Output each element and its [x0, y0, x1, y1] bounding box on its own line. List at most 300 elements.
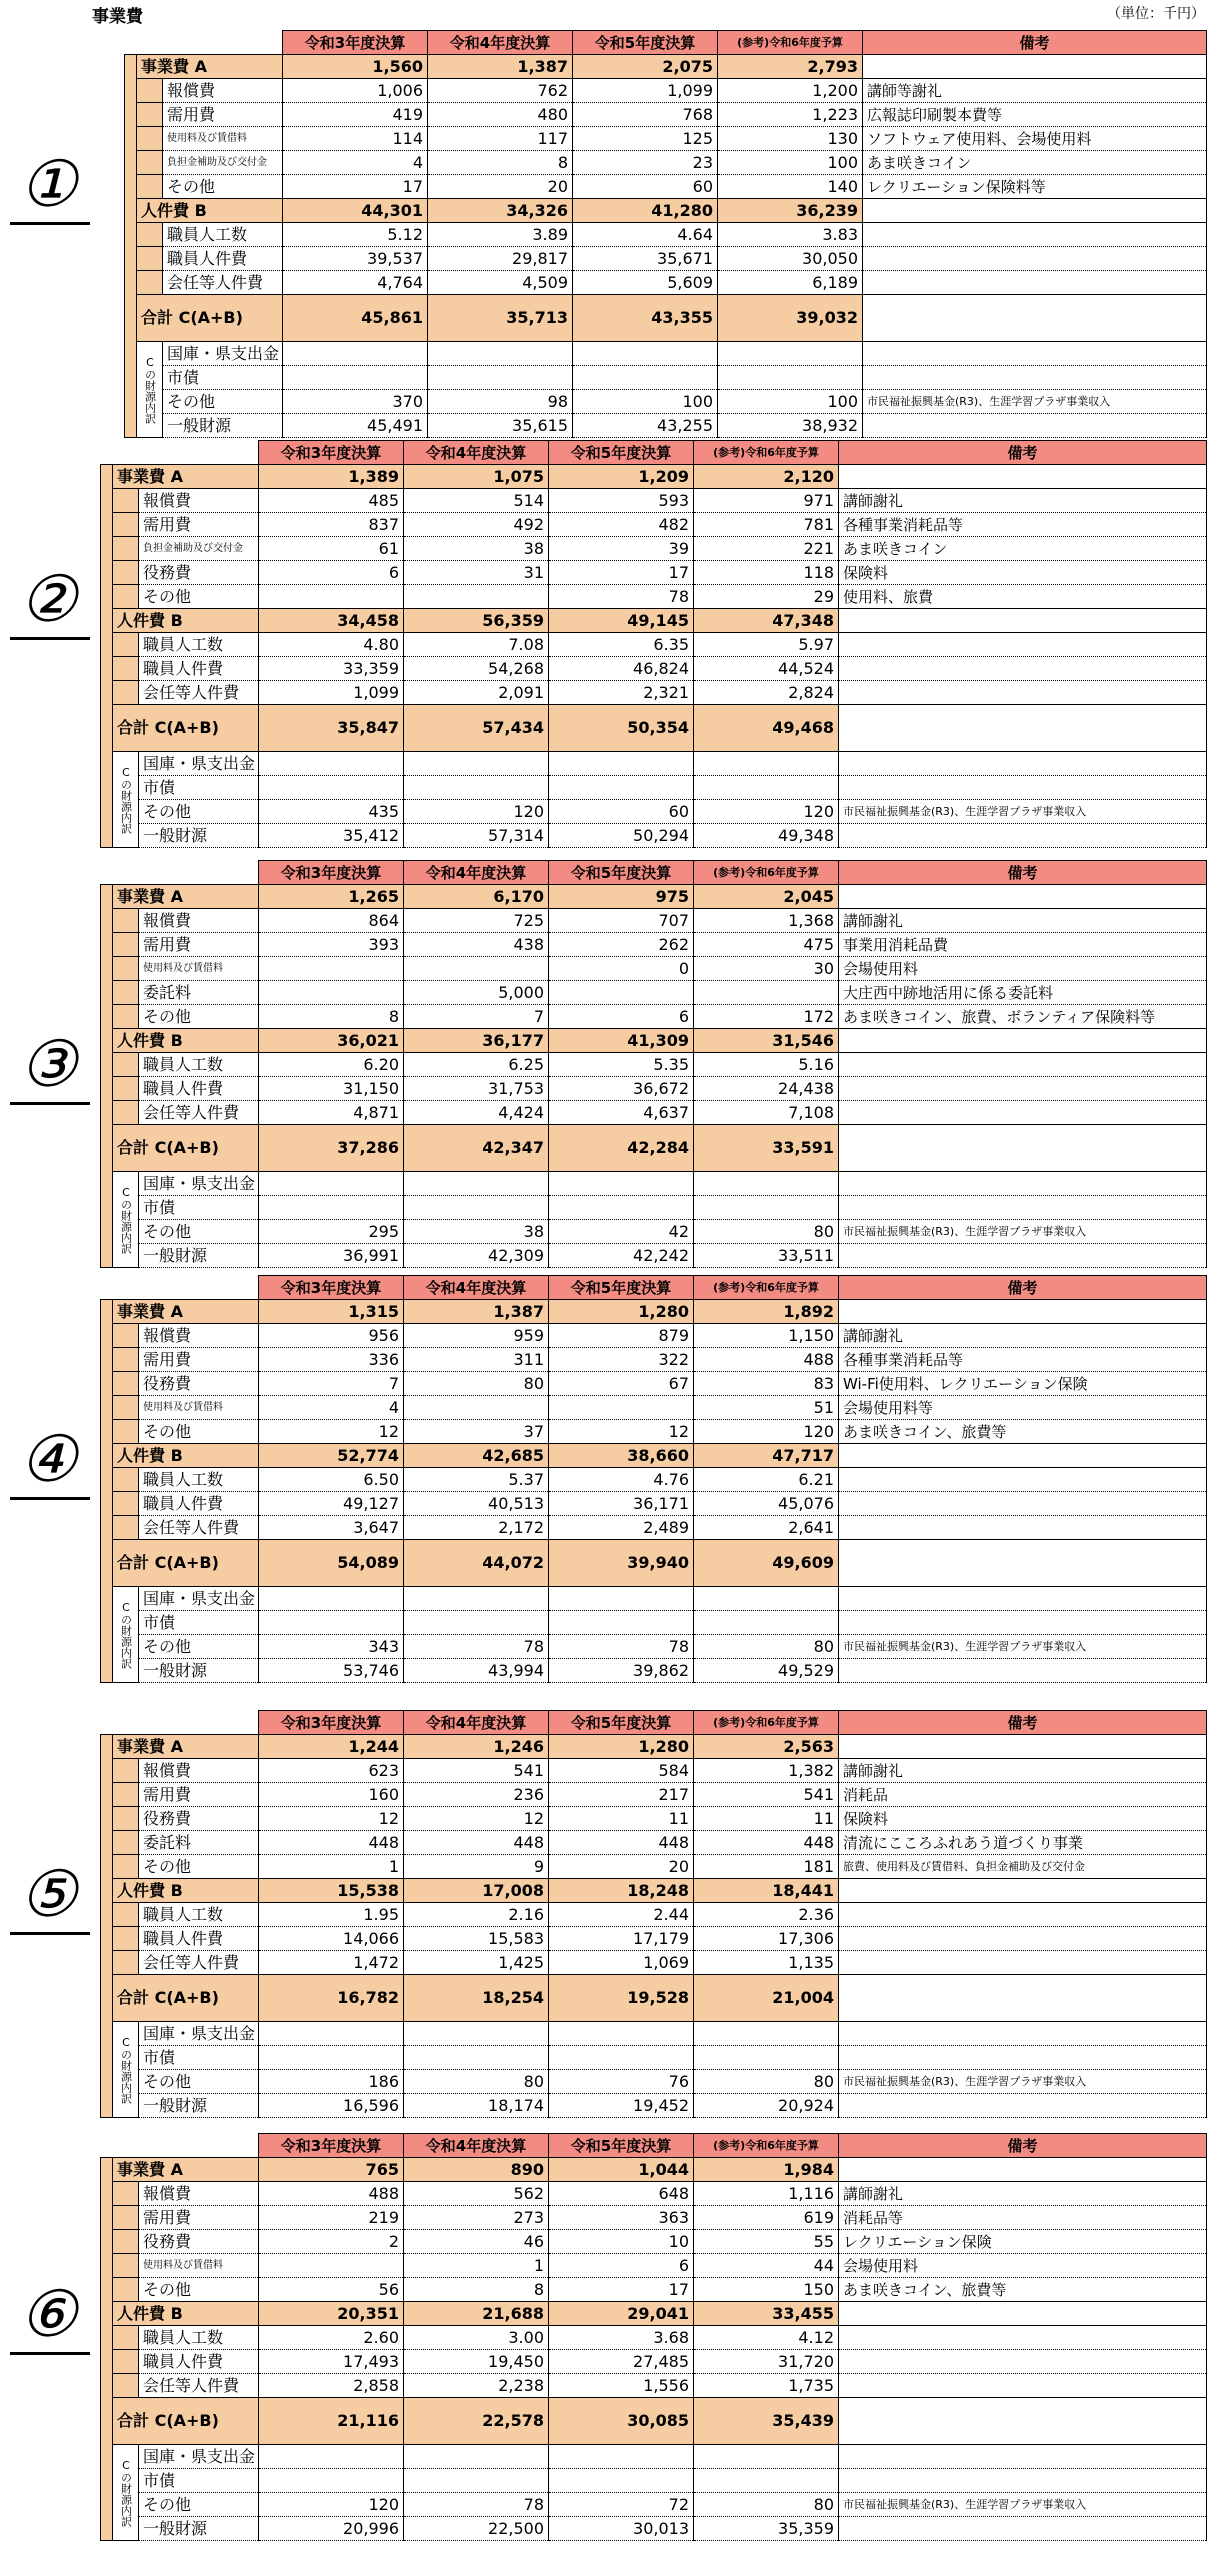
expense-item-value: 20 [428, 175, 573, 199]
fund-note [839, 2445, 1207, 2469]
column-header: 令和5年度決算 [549, 1711, 694, 1735]
expense-item-value: 55 [694, 2230, 839, 2254]
marker-underline [10, 1932, 90, 1935]
jinkenhi-value: 17,008 [404, 1879, 549, 1903]
fund-note [839, 2517, 1207, 2541]
expense-item-value: 482 [549, 513, 694, 537]
fund-value [259, 2445, 404, 2469]
fund-value: 80 [694, 2493, 839, 2517]
staff-label: 会任等人件費 [139, 1101, 259, 1125]
fund-value [549, 1611, 694, 1635]
expense-item-value: 879 [549, 1324, 694, 1348]
expense-item-row [101, 933, 1207, 957]
staff-value: 4,764 [283, 271, 428, 295]
fund-label: その他 [139, 1635, 259, 1659]
staff-row [101, 681, 1207, 705]
total-value: 18,254 [404, 1975, 549, 2022]
marker-underline [10, 2352, 90, 2355]
staff-value: 19,450 [404, 2350, 549, 2374]
total-label: 合計 C(A+B) [113, 705, 259, 752]
staff-value: 30,050 [718, 247, 863, 271]
fund-value [404, 2445, 549, 2469]
fund-value [404, 2022, 549, 2046]
indent-cell [113, 1324, 139, 1348]
indent-cell [113, 1516, 139, 1540]
fund-value: 20,996 [259, 2517, 404, 2541]
expense-item-value: 20 [549, 1855, 694, 1879]
fund-row [101, 1196, 1207, 1220]
fund-note [839, 2094, 1207, 2118]
fund-value: 38,932 [718, 414, 863, 438]
jigyohi-value: 1,246 [404, 1735, 549, 1759]
staff-value: 1,099 [259, 681, 404, 705]
expense-item-value: 971 [694, 489, 839, 513]
staff-value: 17,493 [259, 2350, 404, 2374]
staff-label: 職員人工数 [139, 1053, 259, 1077]
fund-value: 80 [694, 1220, 839, 1244]
expense-item-row [101, 957, 1207, 981]
section-marker: ③ [19, 1028, 77, 1102]
jigyohi-label: 事業費 A [113, 465, 259, 489]
column-header: 備考 [839, 441, 1207, 465]
staff-value: 5.97 [694, 633, 839, 657]
fund-side-label: Cの財源内訳 [137, 342, 163, 438]
column-header: 令和4年度決算 [404, 861, 549, 885]
note-cell [839, 1927, 1207, 1951]
fund-note: 市民福祉振興基金(R3)、生涯学習プラザ事業収入 [839, 800, 1207, 824]
column-header: 令和5年度決算 [549, 441, 694, 465]
expense-item-note: 会場使用料等 [839, 1396, 1207, 1420]
fund-row [101, 1635, 1207, 1659]
column-header: 令和3年度決算 [259, 2134, 404, 2158]
expense-item-label: 役務費 [139, 2230, 259, 2254]
expense-item-value: 864 [259, 909, 404, 933]
jinkenhi-value: 47,348 [694, 609, 839, 633]
expense-item-note: レクリエーション保険料等 [863, 175, 1207, 199]
note-cell [839, 2158, 1207, 2182]
indent-cell [113, 1759, 139, 1783]
fund-value [718, 366, 863, 390]
expense-item-row [101, 1420, 1207, 1444]
expense-item-note: 大庄西中跡地活用に係る委託料 [839, 981, 1207, 1005]
fund-label: 市債 [139, 2046, 259, 2070]
fund-row [101, 776, 1207, 800]
note-cell [863, 199, 1207, 223]
indent-cell [113, 537, 139, 561]
expense-item-row [101, 909, 1207, 933]
staff-value: 46,824 [549, 657, 694, 681]
indent-cell [113, 585, 139, 609]
jinkenhi-row [125, 199, 1207, 223]
fund-value [549, 2046, 694, 2070]
jigyohi-value: 1,389 [259, 465, 404, 489]
expense-item-note: 保険料 [839, 1807, 1207, 1831]
jigyohi-value: 1,280 [549, 1735, 694, 1759]
fund-row [101, 752, 1207, 776]
budget-table [100, 1710, 1207, 2118]
fund-note [839, 824, 1207, 848]
jigyohi-value: 2,120 [694, 465, 839, 489]
staff-value: 2,172 [404, 1516, 549, 1540]
fund-row [101, 2094, 1207, 2118]
fund-label: 国庫・県支出金 [139, 2445, 259, 2469]
column-header: (参考)令和6年度予算 [694, 1276, 839, 1300]
fund-value [283, 366, 428, 390]
indent-cell [113, 1053, 139, 1077]
jinkenhi-value: 20,351 [259, 2302, 404, 2326]
expense-item-note: 講師謝礼 [839, 909, 1207, 933]
fund-value [718, 342, 863, 366]
total-value: 19,528 [549, 1975, 694, 2022]
expense-item-note: 広報誌印刷製本費等 [863, 103, 1207, 127]
staff-value: 3.89 [428, 223, 573, 247]
staff-value: 6.21 [694, 1468, 839, 1492]
column-header: 備考 [839, 1711, 1207, 1735]
staff-row [101, 1927, 1207, 1951]
staff-value: 1.95 [259, 1903, 404, 1927]
fund-value: 22,500 [404, 2517, 549, 2541]
fund-row [101, 2046, 1207, 2070]
staff-label: 職員人工数 [139, 633, 259, 657]
jinkenhi-label: 人件費 B [113, 1444, 259, 1468]
expense-item-value: 181 [694, 1855, 839, 1879]
expense-item-value: 623 [259, 1759, 404, 1783]
fund-value [404, 1611, 549, 1635]
header-blank [101, 861, 259, 885]
indent-cell [113, 2254, 139, 2278]
staff-row [101, 2326, 1207, 2350]
expense-item-note: 講師等謝礼 [863, 79, 1207, 103]
expense-item-value: 959 [404, 1324, 549, 1348]
expense-item-label: 役務費 [139, 561, 259, 585]
expense-item-value: 17 [549, 561, 694, 585]
note-cell [839, 1951, 1207, 1975]
note-cell [839, 2374, 1207, 2398]
fund-label: 市債 [139, 1196, 259, 1220]
staff-value: 2,489 [549, 1516, 694, 1540]
expense-item-value: 83 [694, 1372, 839, 1396]
expense-item-note: あま咲きコイン、旅費等 [839, 1420, 1207, 1444]
fund-value [694, 2445, 839, 2469]
jigyohi-value: 1,560 [283, 55, 428, 79]
expense-item-label: 需用費 [163, 103, 283, 127]
jinkenhi-value: 41,309 [549, 1029, 694, 1053]
indent-cell [137, 271, 163, 295]
fund-label: その他 [139, 2493, 259, 2517]
fund-value: 57,314 [404, 824, 549, 848]
fund-value [259, 1196, 404, 1220]
expense-item-value: 60 [573, 175, 718, 199]
jigyohi-row [101, 885, 1207, 909]
fund-label: 国庫・県支出金 [139, 2022, 259, 2046]
fund-value: 45,491 [283, 414, 428, 438]
total-row [101, 705, 1207, 752]
expense-item-value [549, 1396, 694, 1420]
jinkenhi-row [101, 2302, 1207, 2326]
fund-value: 60 [549, 800, 694, 824]
staff-value: 15,583 [404, 1927, 549, 1951]
staff-value: 2,858 [259, 2374, 404, 2398]
fund-note: 市民福祉振興基金(R3)、生涯学習プラザ事業収入 [839, 1220, 1207, 1244]
expense-item-value: 1 [259, 1855, 404, 1879]
staff-value: 17,179 [549, 1927, 694, 1951]
jinkenhi-label: 人件費 B [113, 2302, 259, 2326]
expense-item-note: 消耗品 [839, 1783, 1207, 1807]
staff-value: 1,135 [694, 1951, 839, 1975]
expense-item-label: その他 [163, 175, 283, 199]
indent-cell [113, 1492, 139, 1516]
staff-value: 7.08 [404, 633, 549, 657]
indent-cell [113, 633, 139, 657]
total-value: 42,347 [404, 1125, 549, 1172]
expense-item-label: その他 [139, 585, 259, 609]
note-cell [863, 271, 1207, 295]
jigyohi-row [101, 1735, 1207, 1759]
budget-table [100, 860, 1207, 1268]
fund-value: 80 [404, 2070, 549, 2094]
fund-value [259, 1172, 404, 1196]
jinkenhi-value: 41,280 [573, 199, 718, 223]
fund-label: 国庫・県支出金 [139, 752, 259, 776]
fund-value [428, 342, 573, 366]
staff-row [101, 633, 1207, 657]
indent-cell [137, 151, 163, 175]
total-value: 21,116 [259, 2398, 404, 2445]
row-group-strip [101, 2158, 113, 2541]
staff-value: 5.16 [694, 1053, 839, 1077]
indent-cell [113, 1903, 139, 1927]
expense-item-value: 762 [428, 79, 573, 103]
jinkenhi-value: 38,660 [549, 1444, 694, 1468]
expense-item-row [101, 2230, 1207, 2254]
expense-item-label: 報償費 [139, 2182, 259, 2206]
fund-value: 120 [694, 800, 839, 824]
staff-value: 14,066 [259, 1927, 404, 1951]
note-cell [839, 1444, 1207, 1468]
indent-cell [113, 1348, 139, 1372]
expense-item-note: 使用料、旅費 [839, 585, 1207, 609]
fund-row [101, 1659, 1207, 1683]
note-cell [863, 223, 1207, 247]
total-row [125, 295, 1207, 342]
expense-item-value: 6 [259, 561, 404, 585]
column-header: (参考)令和6年度予算 [694, 1711, 839, 1735]
jinkenhi-row [101, 1444, 1207, 1468]
jinkenhi-value: 36,021 [259, 1029, 404, 1053]
expense-item-value [404, 1396, 549, 1420]
fund-label: 市債 [139, 2469, 259, 2493]
fund-value [259, 2046, 404, 2070]
expense-item-row [101, 2182, 1207, 2206]
staff-value: 39,537 [283, 247, 428, 271]
fund-label: その他 [139, 2070, 259, 2094]
staff-value: 6.35 [549, 633, 694, 657]
expense-item-value: 130 [718, 127, 863, 151]
expense-item-value [259, 2254, 404, 2278]
expense-item-label: その他 [139, 1005, 259, 1029]
fund-row [101, 1244, 1207, 1268]
jigyohi-value: 1,892 [694, 1300, 839, 1324]
expense-item-row [101, 489, 1207, 513]
note-cell [839, 705, 1207, 752]
indent-cell [113, 1927, 139, 1951]
fund-row [101, 2493, 1207, 2517]
total-value: 45,861 [283, 295, 428, 342]
fund-value: 42 [549, 1220, 694, 1244]
note-cell [839, 2398, 1207, 2445]
expense-item-value: 448 [259, 1831, 404, 1855]
staff-row [101, 1101, 1207, 1125]
indent-cell [137, 247, 163, 271]
staff-row [101, 1516, 1207, 1540]
marker-underline [10, 1497, 90, 1500]
expense-item-note: Wi-Fi使用料、レクリエーション保険 [839, 1372, 1207, 1396]
note-cell [839, 1468, 1207, 1492]
total-value: 30,085 [549, 2398, 694, 2445]
expense-item-value: 140 [718, 175, 863, 199]
expense-item-note: 会場使用料 [839, 957, 1207, 981]
fund-value [259, 1587, 404, 1611]
indent-cell [137, 175, 163, 199]
indent-cell [113, 2326, 139, 2350]
note-cell [839, 1516, 1207, 1540]
fund-value: 186 [259, 2070, 404, 2094]
fund-value [259, 752, 404, 776]
fund-note [863, 342, 1207, 366]
section-marker: ⑤ [19, 1858, 77, 1932]
expense-item-value: 273 [404, 2206, 549, 2230]
fund-value: 16,596 [259, 2094, 404, 2118]
fund-label: 国庫・県支出金 [139, 1587, 259, 1611]
jinkenhi-label: 人件費 B [113, 1879, 259, 1903]
staff-value: 3.83 [718, 223, 863, 247]
jigyohi-value: 765 [259, 2158, 404, 2182]
fund-note [839, 776, 1207, 800]
fund-value: 78 [404, 2493, 549, 2517]
staff-row [125, 247, 1207, 271]
expense-item-value: 9 [404, 1855, 549, 1879]
staff-value: 3.68 [549, 2326, 694, 2350]
expense-item-value: 114 [283, 127, 428, 151]
staff-label: 会任等人件費 [139, 1516, 259, 1540]
fund-value [694, 2022, 839, 2046]
fund-side-label: Cの財源内訳 [113, 752, 139, 848]
fund-row [101, 2022, 1207, 2046]
expense-item-value: 7 [404, 1005, 549, 1029]
indent-cell [113, 681, 139, 705]
fund-row [101, 824, 1207, 848]
fund-label: 一般財源 [163, 414, 283, 438]
jigyohi-row [101, 2158, 1207, 2182]
fund-value: 100 [718, 390, 863, 414]
fund-label: 一般財源 [139, 1659, 259, 1683]
expense-item-value: 80 [404, 1372, 549, 1396]
fund-side-label: Cの財源内訳 [113, 1587, 139, 1683]
fund-value [549, 2469, 694, 2493]
expense-item-label: 委託料 [139, 1831, 259, 1855]
fund-label: 市債 [139, 776, 259, 800]
note-cell [839, 1053, 1207, 1077]
total-value: 21,004 [694, 1975, 839, 2022]
staff-row [101, 2350, 1207, 2374]
total-row [101, 1125, 1207, 1172]
expense-item-value: 100 [718, 151, 863, 175]
total-value: 44,072 [404, 1540, 549, 1587]
fund-value: 42,242 [549, 1244, 694, 1268]
staff-value: 4.12 [694, 2326, 839, 2350]
fund-value [404, 776, 549, 800]
jigyohi-row [101, 1300, 1207, 1324]
note-cell [839, 885, 1207, 909]
indent-cell [113, 957, 139, 981]
marker-underline [10, 637, 90, 640]
fund-note: 市民福祉振興基金(R3)、生涯学習プラザ事業収入 [863, 390, 1207, 414]
expense-item-value: 475 [694, 933, 839, 957]
expense-item-row [125, 79, 1207, 103]
staff-value: 33,359 [259, 657, 404, 681]
total-row [101, 1540, 1207, 1587]
column-header: (参考)令和6年度予算 [694, 441, 839, 465]
jigyohi-value: 975 [549, 885, 694, 909]
expense-item-value: 448 [549, 1831, 694, 1855]
fund-label: その他 [163, 390, 283, 414]
expense-item-note: 講師謝礼 [839, 489, 1207, 513]
staff-label: 職員人件費 [163, 247, 283, 271]
expense-item-value [259, 981, 404, 1005]
staff-value: 36,171 [549, 1492, 694, 1516]
fund-row [101, 1220, 1207, 1244]
expense-item-value: 5,000 [404, 981, 549, 1005]
column-header: 令和3年度決算 [283, 31, 428, 55]
expense-item-value: 2 [259, 2230, 404, 2254]
fund-value [259, 1611, 404, 1635]
jigyohi-value: 1,984 [694, 2158, 839, 2182]
note-cell [839, 2326, 1207, 2350]
jigyohi-value: 1,265 [259, 885, 404, 909]
expense-item-value: 12 [549, 1420, 694, 1444]
note-cell [839, 2302, 1207, 2326]
expense-item-value: 125 [573, 127, 718, 151]
jinkenhi-value: 34,458 [259, 609, 404, 633]
fund-note: 市民福祉振興基金(R3)、生涯学習プラザ事業収入 [839, 2493, 1207, 2517]
jinkenhi-value: 36,239 [718, 199, 863, 223]
staff-value: 2,321 [549, 681, 694, 705]
fund-note [839, 752, 1207, 776]
expense-item-value: 1,099 [573, 79, 718, 103]
staff-value: 3.00 [404, 2326, 549, 2350]
expense-item-label: 需用費 [139, 2206, 259, 2230]
unit-note: （単位：千円） [1107, 6, 1205, 22]
expense-item-note: 清流にこころふれあう道づくり事業 [839, 1831, 1207, 1855]
staff-label: 職員人件費 [139, 1077, 259, 1101]
staff-value: 4,509 [428, 271, 573, 295]
expense-item-value: 1,150 [694, 1324, 839, 1348]
column-header: 備考 [839, 1276, 1207, 1300]
staff-label: 職員人件費 [139, 2350, 259, 2374]
expense-item-row [125, 127, 1207, 151]
fund-value [428, 366, 573, 390]
section-marker: ① [19, 148, 77, 222]
jinkenhi-value: 18,441 [694, 1879, 839, 1903]
fund-note [839, 1244, 1207, 1268]
fund-value: 72 [549, 2493, 694, 2517]
fund-value: 295 [259, 1220, 404, 1244]
jigyohi-row [125, 55, 1207, 79]
expense-item-value: 514 [404, 489, 549, 513]
expense-item-value: 172 [694, 1005, 839, 1029]
indent-cell [137, 127, 163, 151]
fund-value [404, 752, 549, 776]
